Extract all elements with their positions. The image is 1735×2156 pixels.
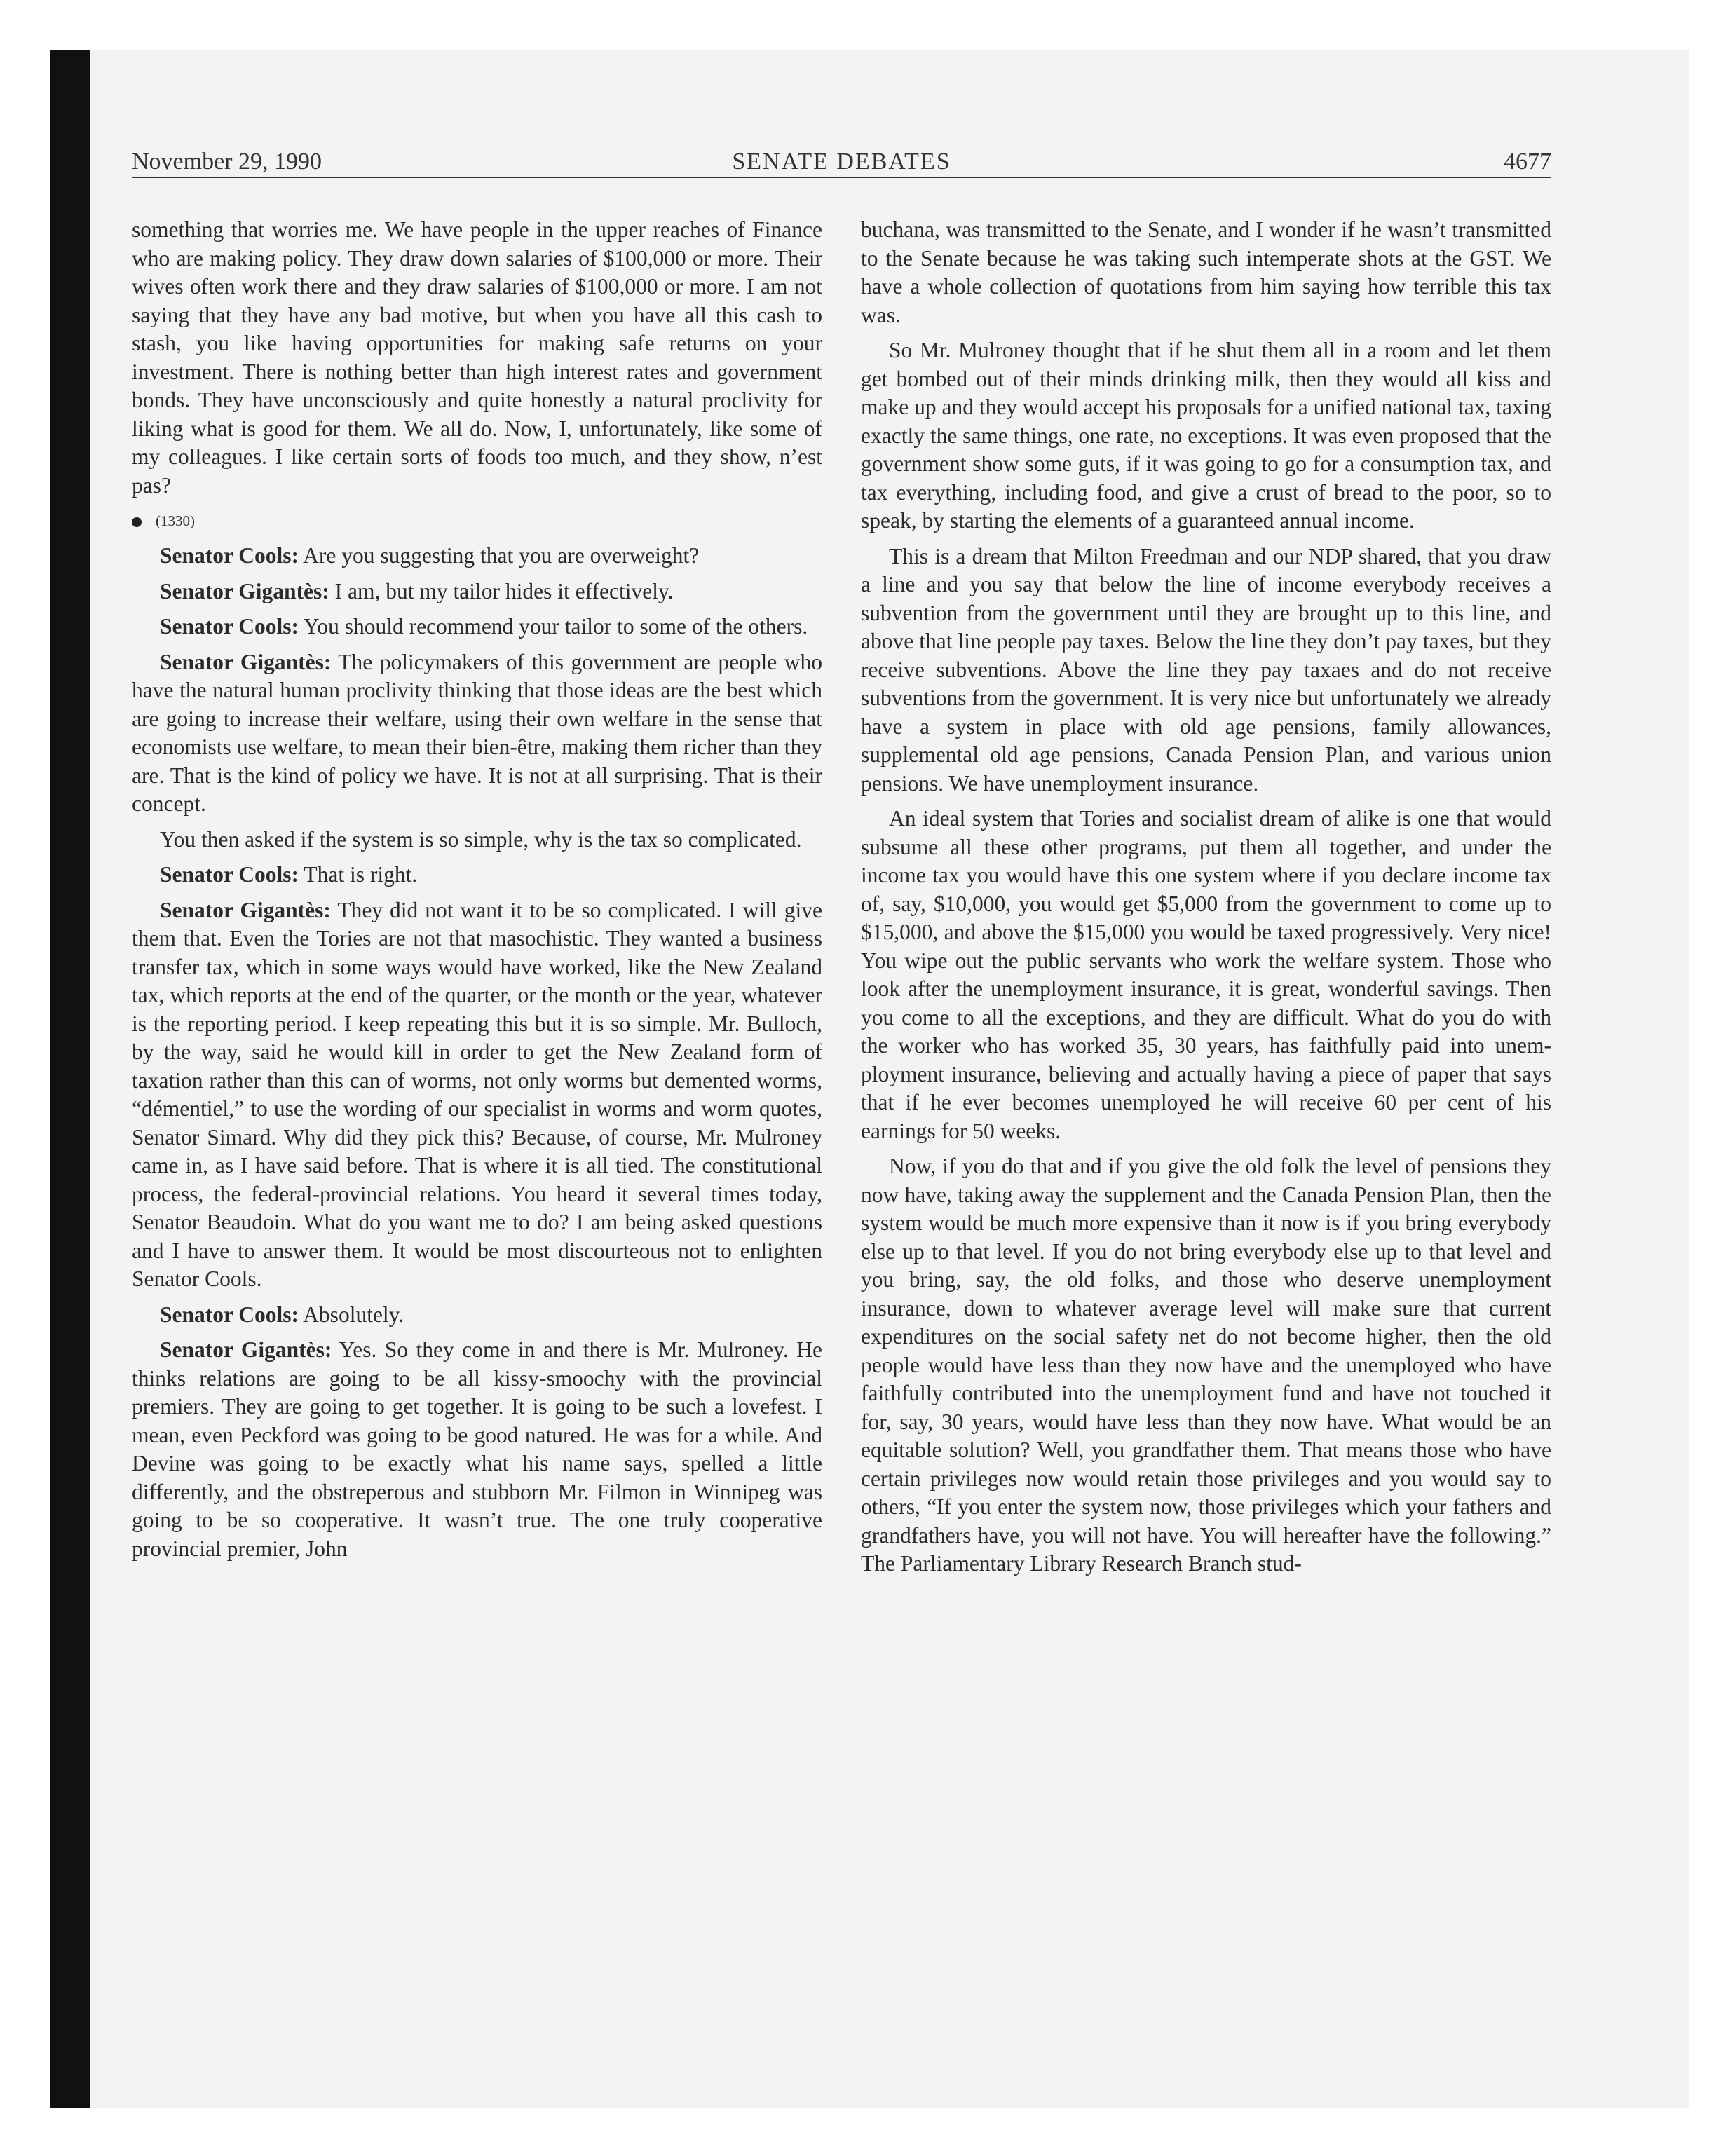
speaker-name: Senator Gigantès:: [160, 897, 331, 922]
speaker-name: Senator Cools:: [160, 862, 299, 887]
speech: [132, 613, 822, 641]
speech-text: The policymakers of this government are people who have the natural human proclivity thinking that those ideas are the best which are going to increase their welfare, using their own welfare in the sense that economists use welfare, to mean their bien-être, making them richer than they are. That is the kind of policy we have. It is not at all surprising. That is their concept.: [132, 649, 822, 816]
speaker-name: Senator Gigantès:: [160, 1337, 332, 1362]
paragraph: buchana, was transmitted to the Senate, and I wonder if he wasn’t transmitted to the Senate because he was taking such intemperate shots at the GST. We have a whole collection of quotations from him saying how terrible this tax was.: [861, 217, 1551, 327]
bullet-icon: [132, 517, 142, 527]
speech-text: You should recommend your tailor to some of the others.: [299, 614, 808, 639]
speech: [132, 578, 822, 606]
speaker-name: Senator Gigantès:: [160, 649, 332, 674]
speech: [132, 896, 822, 1294]
speech-text: Are you suggesting that you are overweight?: [299, 543, 700, 568]
speech-text: That is right.: [299, 862, 418, 887]
scan-edge: [50, 50, 90, 2108]
paragraph: something that worries me. We have people in the upper reaches of Finance who are making policy. They draw down salaries of $100,000 or more. Their wives often work there and they draw salaries of $100,000 or more. I am not saying that they have any bad motive, but when you have all this cash to stash, you like having opportunities for making safe returns on your investment. There is nothing better than high interest rates and government bonds. They have unconsciously and quite honestly a natural proclivity for liking what is good for them. We all do. Now, I, unfortunately, like some of my colleagues. I like certain sorts of foods too much, and they show, n’est pas?: [132, 217, 822, 498]
left-column: [132, 216, 822, 1570]
time-marker-label: (1330): [156, 512, 195, 529]
header-title: SENATE DEBATES: [732, 149, 951, 175]
right-column: [861, 216, 1551, 1585]
running-head: [132, 140, 1551, 178]
speech: [132, 1336, 822, 1563]
speech-text: They did not want it to be so complicated. I will give them that. Even the Tories are not that masochistic. They wanted a business transfer tax, which in some ways would have worked, like the New Zealand tax, which reports at the end of the quarter, or the month or the year, whatever is the reporting period. I keep repeating this but it is so simple. Mr. Bulloch, by the way, said he would kill in order to get the New Zealand form of taxation rather than this can of worms, not only worms but demented worms, “démentiel,” to use the wording of our specialist in worms and worm quotes, Senator Simard. Why did they pick this? Because, of course, Mr. Mulroney came in, as I have said before. That is where it is all tied. The constitutional process, the federal-provincial relations. You heard it several times today, Senator Beaudoin. What do you want me to do? I am being asked questions and I have to answer them. It would be most discourteous not to enlighten Senator Cools.: [132, 897, 822, 1291]
speech: [132, 1301, 822, 1330]
speech-text: Absolutely.: [299, 1302, 404, 1327]
speaker-name: Senator Cools:: [160, 1302, 299, 1327]
speech: [132, 861, 822, 889]
time-marker: [132, 507, 822, 535]
paragraph: So Mr. Mulroney thought that if he shut them all in a room and let them get bombed out of their minds drinking milk, then they would all kiss and make up and they would accept his proposals for a unified national tax, taxing exactly the same things, one rate, no exceptions. It was even proposed that the government show some guts, if it was going to go for a consumption tax, and tax everything, including food, and give a crust of bread to the poor, so to speak, by starting the elements of a guaranteed annual income.: [861, 338, 1551, 533]
paragraph: This is a dream that Milton Freedman and our NDP shared, that you draw a line and you say that below the line of income everybody receives a subvention from the government until they are brought up to this line, and above that line people pay taxes. Below the line they don’t pay taxes, but they receive subventions. Above the line they pay taxaes and do not receive subventions from the government. It is very nice but unfortunately we already have a system in place with old age pensions, family allowances, supplemental old age pensions, Canada Pension Plan, and various union pensions. We have unemployment insurance.: [861, 543, 1551, 796]
header-date: November 29, 1990: [132, 149, 322, 175]
paragraph: An ideal system that Tories and socialist dream of alike is one that would subsume all these other programs, put them all together, and under the income tax you would have this one system where if you declare income tax of, say, $10,000, you would get $5,000 from the government to come up to $15,000, and above the $15,000 you would be taxed progressively. Very nice! You wipe out the public servants who work the welfare system. Those who look after the unemployment insurance, it is great, wonderful savings. Then you come to all the exceptions, and they are difficult. What do you do with the worker who has worked 35, 30 years, has faithfully paid into unemployment insurance, believing and actually having a piece of paper that says that if he ever becomes unemployed he will receive 60 per cent of his earnings for 50 weeks.: [861, 806, 1551, 1143]
paragraph: You then asked if the system is so simple, why is the tax so complicated.: [160, 826, 802, 852]
speaker-name: Senator Gigantès:: [160, 578, 329, 603]
document-page: [90, 50, 1689, 2108]
speech: [132, 648, 822, 819]
speech: [132, 542, 822, 571]
speech-text: I am, but my tailor hides it effectively.: [329, 578, 674, 603]
speech-text: Yes. So they come in and there is Mr. Mulroney. He thinks relations are going to be all kissy-smoochy with the provincial premiers. They are going to get together. It is going to be such a lovefest. I mean, even Peckford was going to be good natured. He was for a while. And Devine was going to be exactly what his name says, spelled a little differently, and the obstreperous and stubborn Mr. Filmon in Winnipeg was going to be so cooperative. It wasn’t true. The one truly cooperative provincial premier, John: [132, 1337, 822, 1561]
header-page-number: 4677: [1504, 149, 1551, 175]
speaker-name: Senator Cools:: [160, 543, 299, 568]
paragraph: Now, if you do that and if you give the old folk the level of pensions they now have, taking away the supplement and the Canada Pension Plan, then the system would be much more expensive than it now is if you bring everybody else up to that level. If you do not bring everybody else up to that level and you bring, say, the old folks, and those who deserve unemployment insurance, down to whatever average level will make sure that current expenditures on the social safety net do not become higher, then the old people would have less than they now have and the unemployed who have faithfully contributed into the unemployment fund and have not touched it for, say, 30 years, would have less than they now have. What would be an equitable solution? Well, you grandfather them. That means those who have certain privileges now would retain those privileges and you would say to others, “If you enter the system now, those privileges which your fathers and grandfathers have, you will not have. You will hereafter have the following.” The Parliamentary Library Research Branch stud-: [861, 1154, 1551, 1576]
speaker-name: Senator Cools:: [160, 614, 299, 639]
